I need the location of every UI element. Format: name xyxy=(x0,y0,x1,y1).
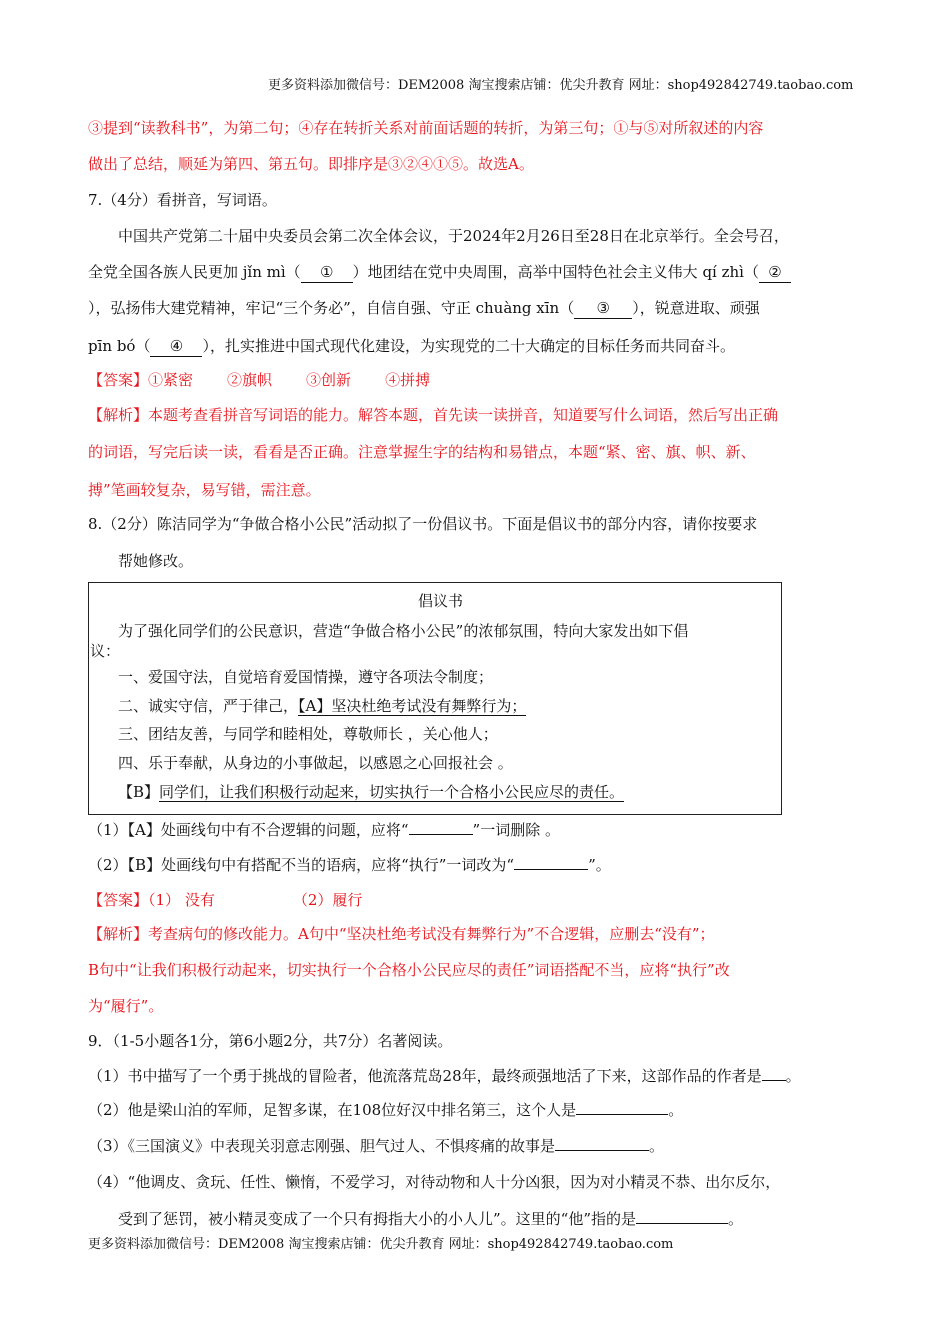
proposal-sentence-b: 同学们，让我们积极行动起来，切实执行一个合格小公民应尽的责任。 xyxy=(159,783,625,801)
q8-sub-1-text: （1）【A】处画线句中有不合逻辑的问题，应将“ xyxy=(88,821,409,839)
q8-analysis-text: 考查病句的修改能力。A句中“坚决杜绝考试没有舞弊行为”不合逻辑，应删去“没有”； xyxy=(148,925,715,943)
page-footer: 更多资料添加微信号：DEM2008 淘宝搜索店铺：优尖升教育 网址：shop492842749.taobao.com xyxy=(88,1237,674,1252)
proposal-intro: 为了强化同学们的公民意识，营造“争做合格小公民”的浓郁氛围，特向大家发出如下倡 xyxy=(118,622,689,640)
analysis-label: 【解析】 xyxy=(88,925,149,943)
proposal-intro-cont: 议： xyxy=(90,642,121,660)
proposal-item-2 xyxy=(118,696,526,716)
proposal-item-5 xyxy=(118,782,624,802)
proposal-sentence-a: 【A】坚决杜绝考试没有舞弊行为； xyxy=(298,697,527,715)
q8-blank-1[interactable] xyxy=(409,834,473,835)
q9-blank-4[interactable] xyxy=(636,1223,728,1224)
q7-answer-2: ②旗帜 xyxy=(227,371,273,389)
q7-analysis-text: 本题考查看拼音写词语的能力。解答本题，首先读一读拼音，知道要写什么词语，然后写出正确 xyxy=(148,406,779,424)
q7-answer-4: ④拼搏 xyxy=(385,371,431,389)
q9-sub-3 xyxy=(88,1136,664,1156)
q7-text: ），扎实推进中国式现代化建设，为实现党的二十大确定的目标任务而共同奋斗。 xyxy=(202,337,735,355)
q7-answer xyxy=(88,370,430,390)
q8-title-line-2: 帮她修改。 xyxy=(118,552,194,570)
q7-answer-3: ③创新 xyxy=(306,371,352,389)
q7-blank-3[interactable]: ③ xyxy=(574,298,632,319)
q7-paragraph-line-3 xyxy=(88,298,760,319)
q9-sub-2-end: 。 xyxy=(668,1101,684,1119)
answer-label: 【答案】 xyxy=(88,371,149,389)
q8-answer-1: （1） 没有 xyxy=(148,891,215,909)
q8-analysis-line-2: B句中“让我们积极行动起来，切实执行一个合格小公民应尽的责任”词语搭配不当，应将“执行”改 xyxy=(88,961,730,979)
q8-analysis-line-1 xyxy=(88,924,715,944)
q9-sub-4-end: 。 xyxy=(728,1210,744,1228)
q9-title: 9．（1-5小题各1分，第6小题2分，共7分）名著阅读。 xyxy=(88,1032,453,1050)
q8-sub-2-end: ”。 xyxy=(588,856,611,874)
q7-text: ），锐意进取、顽强 xyxy=(632,299,760,317)
q8-sub-1 xyxy=(88,820,560,840)
q7-text: ）地团结在党中央周围，高举中国特色社会主义伟大 qí zhì（ xyxy=(352,263,759,281)
page-header: 更多资料添加微信号：DEM2008 淘宝搜索店铺：优尖升教育 网址：shop492842749.taobao.com xyxy=(268,78,854,93)
q8-blank-2[interactable] xyxy=(514,869,588,870)
proposal-item-3: 三、团结友善，与同学和睦相处，尊敬师长 ，关心他人； xyxy=(118,725,498,743)
answer-label: 【答案】 xyxy=(88,891,149,909)
q7-title: 7.（4分）看拼音，写词语。 xyxy=(88,191,277,209)
proposal-heading: 倡议书 xyxy=(418,592,464,610)
q9-sub-3-end: 。 xyxy=(649,1137,665,1155)
proposal-item-1: 一、爱国守法，自觉培育爱国情操，遵守各项法令制度； xyxy=(118,668,494,686)
intro-line-2: 做出了总结，顺延为第四、第五句。即排序是③②④①⑤。故选A。 xyxy=(88,155,534,173)
q7-text: ），弘扬伟大建党精神，牢记“三个务必”，自信自强、守正 chuàng xīn（ xyxy=(88,299,575,317)
q9-blank-1[interactable] xyxy=(762,1080,786,1081)
q7-text: 全党全国各族人民更加 jǐn mì（ xyxy=(88,263,301,281)
q9-sub-3-text: （3）《三国演义》中表现关羽意志刚强、胆气过人、不惧疼痛的故事是 xyxy=(88,1137,556,1155)
q7-analysis-line-2: 的词语，写完后读一读，看看是否正确。注意掌握生字的结构和易错点，本题“紧、密、旗、帜、新、 xyxy=(88,443,756,461)
q9-sub-2 xyxy=(88,1100,683,1120)
q7-paragraph-line-2 xyxy=(88,262,791,283)
q7-blank-1[interactable]: ① xyxy=(301,262,353,283)
q8-title: 8.（2分）陈洁同学为“争做合格小公民”活动拟了一份倡议书。下面是倡议书的部分内容，请你按要求 xyxy=(88,515,758,533)
q9-sub-4: （4）“他调皮、贪玩、任性、懒惰，不爱学习，对待动物和人十分凶狠，因为对小精灵不恭、出尔反尔， xyxy=(88,1173,781,1191)
proposal-label-b: 【B】 xyxy=(118,783,160,801)
q8-sub-2 xyxy=(88,855,611,875)
proposal-item-2-text: 二、诚实守信，严于律己， xyxy=(118,697,299,715)
q8-answer xyxy=(88,890,362,910)
analysis-label: 【解析】 xyxy=(88,406,149,424)
q8-analysis-line-3: 为“履行”。 xyxy=(88,997,164,1015)
intro-line-1: ③提到“读教科书”，为第二句；④存在转折关系对前面话题的转折，为第三句；①与⑤对所叙述的内容 xyxy=(88,119,764,137)
q9-sub-1-text: （1）书中描写了一个勇于挑战的冒险者，他流落荒岛28年，最终顽强地活了下来，这部作品的作者是 xyxy=(88,1067,762,1085)
q7-analysis-line-1 xyxy=(88,405,778,425)
q9-sub-2-text: （2）他是梁山泊的军师，足智多谋，在108位好汉中排名第三，这个人是 xyxy=(88,1101,577,1119)
q9-blank-3[interactable] xyxy=(555,1150,649,1151)
proposal-item-4: 四、乐于奉献，从身边的小事做起，以感恩之心回报社会 。 xyxy=(118,754,513,772)
q7-answer-1: ①紧密 xyxy=(148,371,194,389)
q7-blank-4[interactable]: ④ xyxy=(150,336,202,357)
q8-sub-1-end: ”一词删除 。 xyxy=(472,821,560,839)
q9-sub-4-text: 受到了惩罚，被小精灵变成了一个只有拇指大小的小人儿”。这里的“他”指的是 xyxy=(118,1210,637,1228)
q9-sub-1-end: 。 xyxy=(785,1067,801,1085)
q9-blank-2[interactable] xyxy=(576,1114,668,1115)
q8-answer-2: （2）履行 xyxy=(292,891,363,909)
q8-sub-2-text: （2）【B】处画线句中有搭配不当的语病，应将“执行”一词改为“ xyxy=(88,856,515,874)
q7-paragraph-line-4 xyxy=(88,336,735,357)
q9-sub-1 xyxy=(88,1066,801,1086)
q7-text: pīn bó（ xyxy=(88,337,151,355)
q9-sub-4-line-2 xyxy=(118,1209,743,1229)
q7-paragraph-line-1: 中国共产党第二十届中央委员会第二次全体会议，于2024年2月26日至28日在北京举行。全会号召， xyxy=(118,227,789,245)
q7-analysis-line-3: 搏”笔画较复杂，易写错，需注意。 xyxy=(88,481,321,499)
q7-blank-2[interactable]: ② xyxy=(759,262,791,283)
